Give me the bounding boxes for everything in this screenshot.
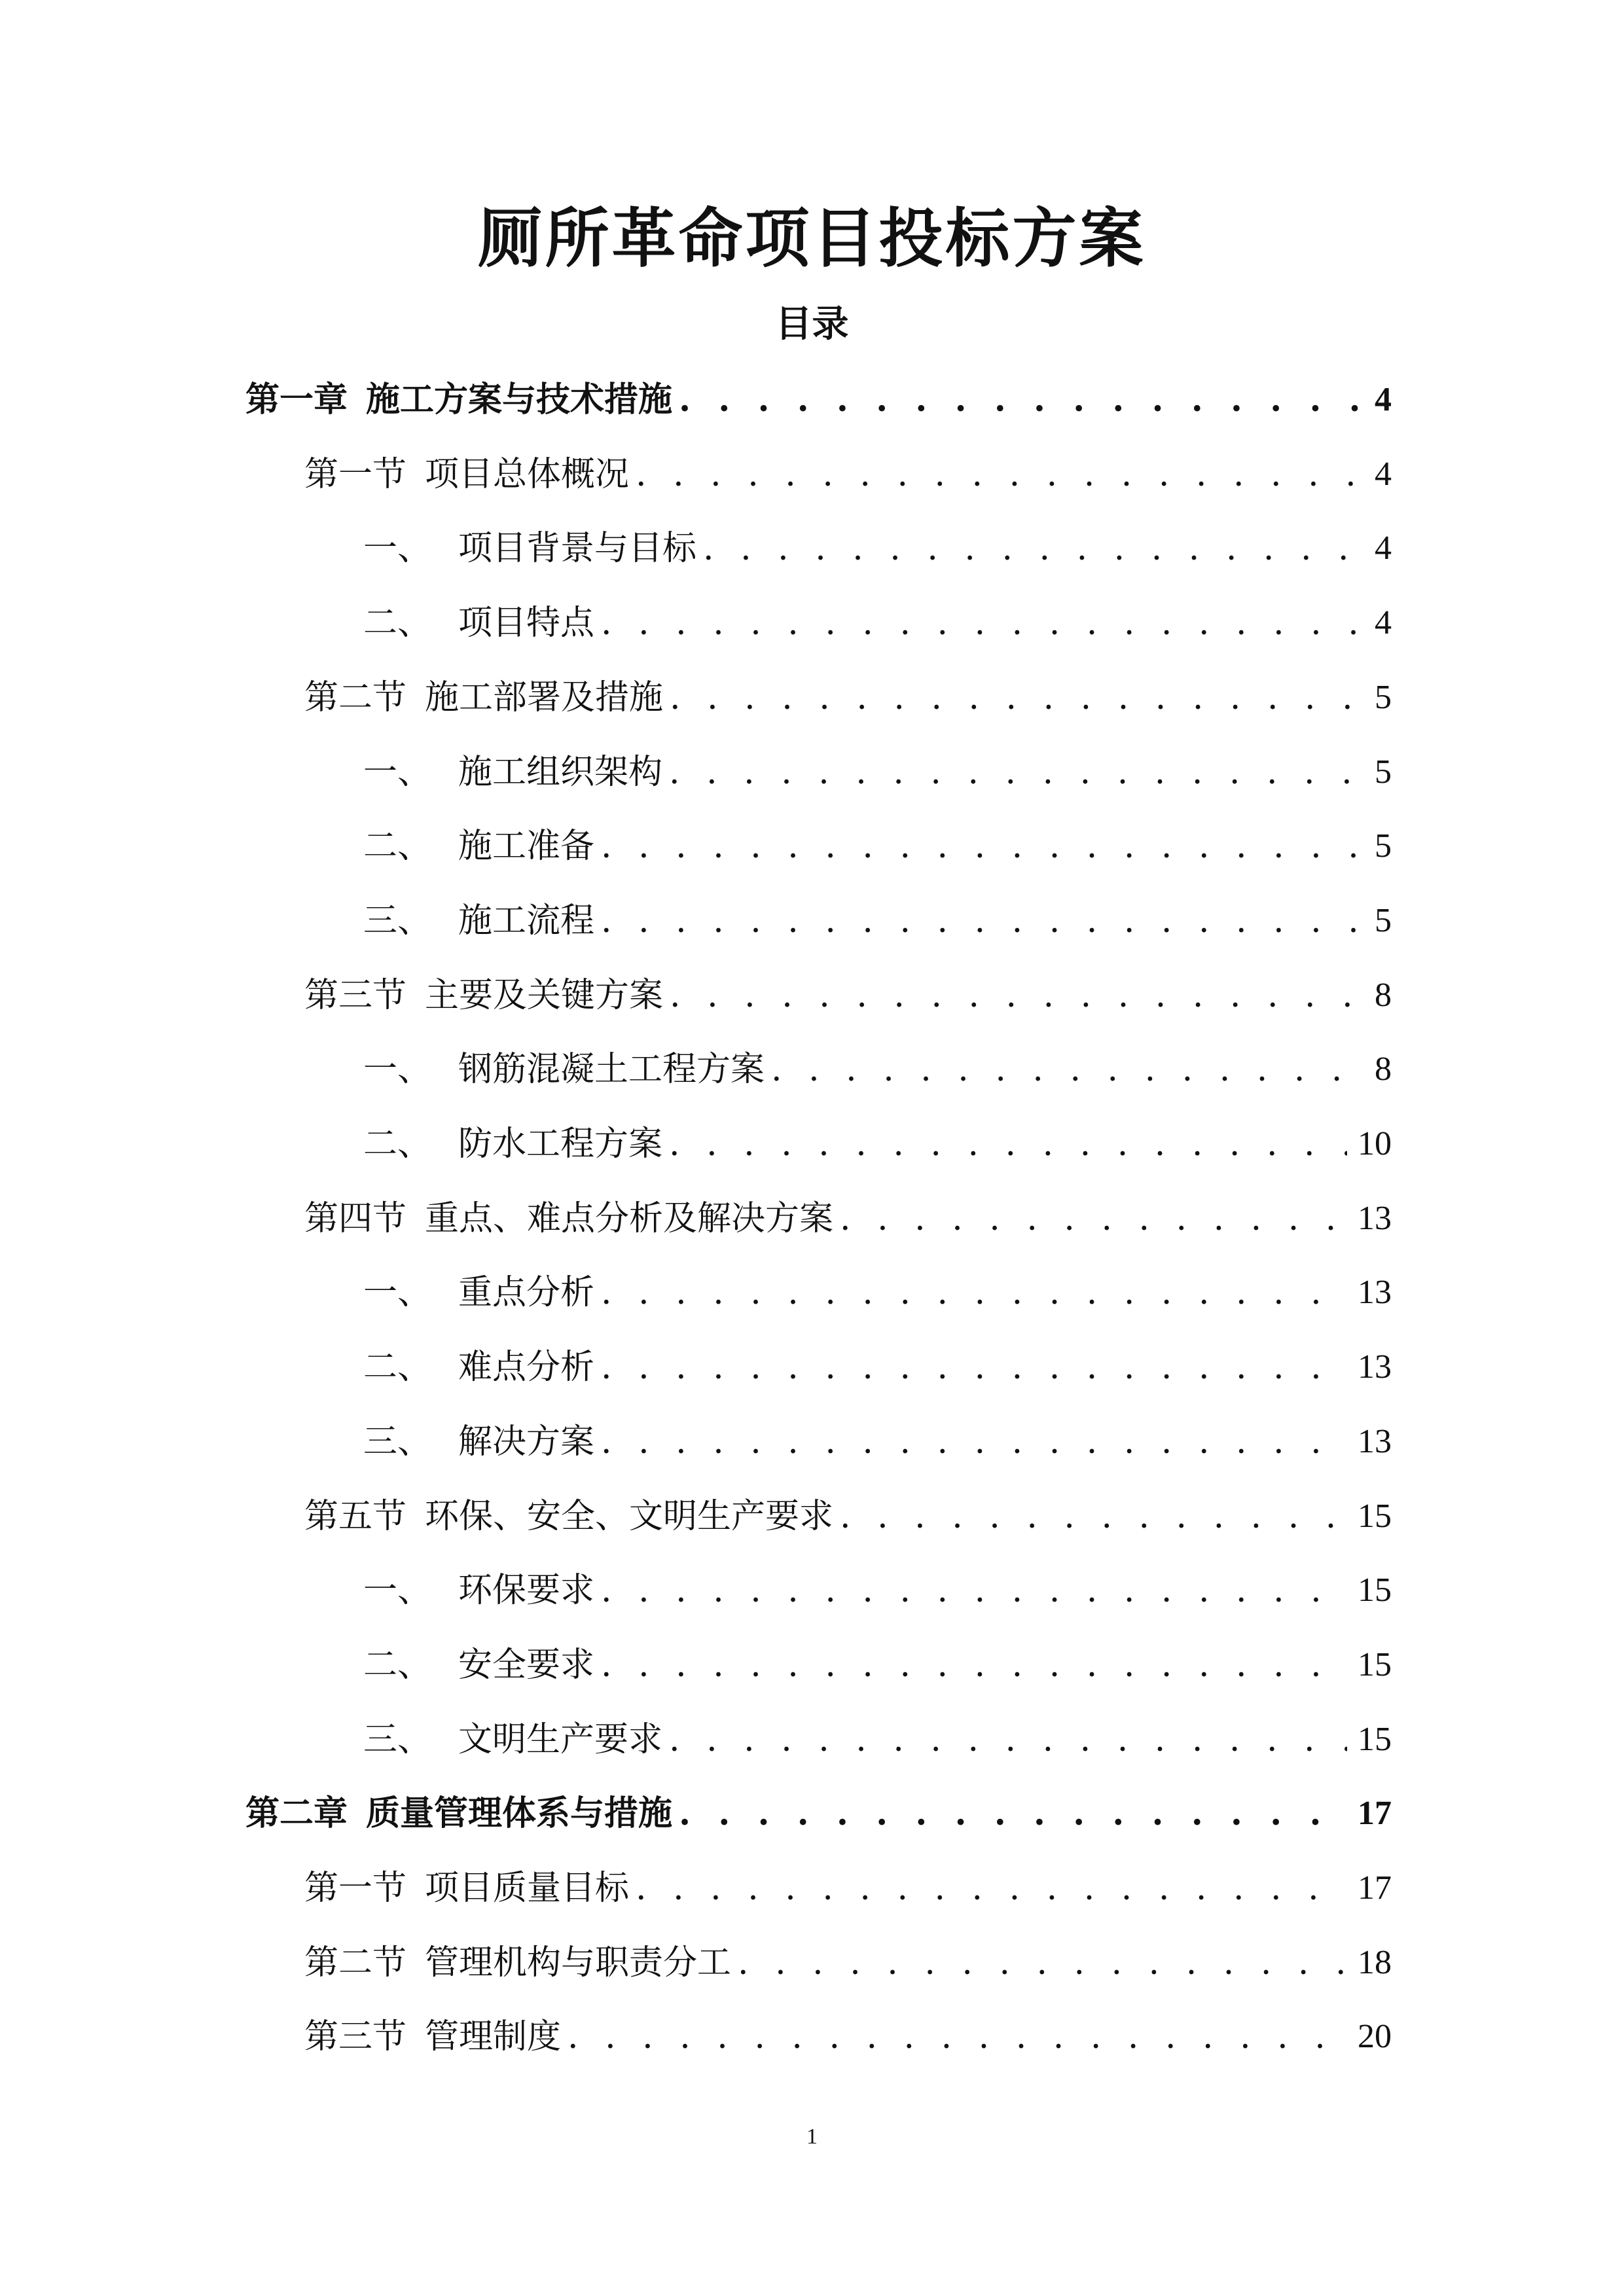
- toc-dot-leader: [601, 590, 1364, 656]
- toc-entry-title: 施工方案与技术措施: [366, 380, 673, 420]
- toc-subsection-entry[interactable]: [363, 1707, 1392, 1772]
- toc-entry-title: 项目质量目标: [425, 1869, 630, 1908]
- toc-section-entry[interactable]: [304, 665, 1392, 730]
- toc-subsection-entry[interactable]: [363, 1632, 1392, 1698]
- toc-entry-number: 二、: [363, 1348, 432, 1387]
- toc-entry-title: 钢筋混凝土工程方案: [458, 1050, 765, 1089]
- toc-chapter-entry[interactable]: [245, 1781, 1392, 1846]
- toc-entry-page: 15: [1358, 1498, 1392, 1535]
- toc-entry-page: 15: [1358, 1646, 1392, 1683]
- toc-section-entry[interactable]: [304, 1484, 1392, 1549]
- toc-entry-title: 施工准备: [458, 827, 595, 866]
- toc-subsection-entry[interactable]: [363, 590, 1392, 656]
- toc-subsection-entry[interactable]: [363, 1037, 1392, 1102]
- toc-dot-leader: [703, 516, 1364, 581]
- toc-entry-page: 13: [1358, 1423, 1392, 1460]
- toc-entry-number: 第二节: [304, 1943, 407, 1982]
- toc-section-entry[interactable]: [304, 2004, 1392, 2070]
- toc-section-entry[interactable]: [304, 442, 1392, 507]
- toc-entry-title: 管理机构与职责分工: [425, 1943, 732, 1982]
- toc-entry-page: 8: [1375, 977, 1392, 1014]
- toc-entry-page: 15: [1358, 1571, 1392, 1609]
- toc-dot-leader: [669, 1707, 1347, 1772]
- toc-entry-number: 二、: [363, 1124, 432, 1164]
- toc-entry-page: 13: [1358, 1348, 1392, 1386]
- toc-entry-number: 第一节: [304, 1869, 407, 1908]
- toc-subsection-entry[interactable]: [363, 1558, 1392, 1623]
- toc-dot-leader: [636, 442, 1364, 507]
- toc-dot-leader: [601, 1260, 1347, 1325]
- toc-entry-page: 13: [1358, 1274, 1392, 1311]
- toc-entry-page: 5: [1375, 679, 1392, 716]
- toc-chapter-entry[interactable]: [245, 367, 1392, 433]
- toc-dot-leader: [670, 963, 1364, 1028]
- toc-entry-number: 第四节: [304, 1199, 407, 1238]
- toc-entry-title: 防水工程方案: [458, 1124, 663, 1164]
- toc-entry-title: 重点分析: [458, 1273, 595, 1312]
- toc-entry-page: 5: [1375, 902, 1392, 939]
- toc-dot-leader: [670, 665, 1364, 730]
- toc-entry-title: 项目背景与目标: [458, 529, 697, 568]
- toc-entry-number: 第三节: [304, 2017, 407, 2056]
- toc-dot-leader: [601, 888, 1364, 954]
- toc-entry-page: 20: [1358, 2018, 1392, 2055]
- toc-subsection-entry[interactable]: [363, 740, 1392, 805]
- toc-entry-title: 主要及关键方案: [425, 976, 664, 1015]
- toc-subsection-entry[interactable]: [363, 814, 1392, 879]
- toc-section-entry[interactable]: [304, 1186, 1392, 1251]
- toc-entry-page: 10: [1358, 1125, 1392, 1162]
- toc-entry-page: 4: [1375, 456, 1392, 493]
- toc-entry-number: 第一节: [304, 455, 407, 494]
- toc-subsection-entry[interactable]: [363, 1260, 1392, 1325]
- toc-entry-page: 17: [1358, 1795, 1392, 1832]
- toc-subsection-entry[interactable]: [363, 888, 1392, 954]
- toc-dot-leader: [601, 814, 1364, 879]
- page-number: 1: [806, 2125, 818, 2149]
- toc-dot-leader: [679, 367, 1364, 433]
- toc-entry-number: 第二节: [304, 678, 407, 717]
- toc-entry-title: 项目总体概况: [425, 455, 630, 494]
- toc-entry-number: 三、: [363, 901, 432, 941]
- toc-section-entry[interactable]: [304, 963, 1392, 1028]
- toc-entry-number: 第三节: [304, 976, 407, 1015]
- toc-dot-leader: [679, 1781, 1347, 1846]
- toc-section-entry[interactable]: [304, 1930, 1392, 1996]
- toc-subsection-entry[interactable]: [363, 1335, 1392, 1400]
- document-title: 厕所革命项目投标方案: [478, 201, 1146, 276]
- toc-entry-number: 三、: [363, 1720, 432, 1759]
- toc-subsection-entry[interactable]: [363, 516, 1392, 581]
- toc-dot-leader: [601, 1632, 1347, 1698]
- toc-heading: 目录: [775, 302, 849, 346]
- toc-entry-number: 第二章: [245, 1793, 348, 1833]
- toc-entry-number: 二、: [363, 603, 432, 643]
- toc-entry-title: 施工流程: [458, 901, 595, 941]
- toc-entry-title: 文明生产要求: [458, 1720, 663, 1759]
- toc-dot-leader: [840, 1186, 1347, 1251]
- toc-entry-number: 一、: [363, 753, 432, 792]
- toc-entry-title: 施工部署及措施: [425, 678, 664, 717]
- toc-dot-leader: [601, 1335, 1347, 1400]
- toc-entry-title: 重点、难点分析及解决方案: [425, 1199, 834, 1238]
- toc-subsection-entry[interactable]: [363, 1409, 1392, 1475]
- toc-entry-title: 环保、安全、文明生产要求: [425, 1497, 834, 1536]
- toc-entry-title: 管理制度: [425, 2017, 562, 2056]
- toc-dot-leader: [669, 1111, 1347, 1177]
- toc-entry-number: 一、: [363, 529, 432, 568]
- toc-entry-page: 17: [1358, 1869, 1392, 1907]
- toc-section-entry[interactable]: [304, 1856, 1392, 1921]
- toc-dot-leader: [738, 1930, 1347, 1996]
- toc-entry-page: 4: [1375, 604, 1392, 641]
- toc-entry-title: 项目特点: [458, 603, 595, 643]
- toc-entry-page: 5: [1375, 753, 1392, 791]
- toc-entry-title: 难点分析: [458, 1348, 595, 1387]
- toc-dot-leader: [601, 1409, 1347, 1475]
- toc-entry-page: 13: [1358, 1200, 1392, 1237]
- toc-entry-number: 一、: [363, 1050, 432, 1089]
- toc-dot-leader: [669, 740, 1364, 805]
- toc-entry-page: 8: [1375, 1050, 1392, 1088]
- toc-entry-number: 一、: [363, 1273, 432, 1312]
- toc-entry-page: 4: [1375, 529, 1392, 567]
- toc-entry-page: 18: [1358, 1944, 1392, 1981]
- toc-entry-page: 4: [1375, 381, 1392, 418]
- toc-dot-leader: [771, 1037, 1364, 1102]
- toc-entry-title: 解决方案: [458, 1422, 595, 1462]
- toc-subsection-entry[interactable]: [363, 1111, 1392, 1177]
- toc-entry-title: 安全要求: [458, 1645, 595, 1685]
- toc-dot-leader: [601, 1558, 1347, 1623]
- toc-entry-number: 三、: [363, 1422, 432, 1462]
- toc-entry-page: 15: [1358, 1721, 1392, 1758]
- toc-dot-leader: [636, 1856, 1347, 1921]
- toc-dot-leader: [840, 1484, 1347, 1549]
- toc-entry-number: 二、: [363, 1645, 432, 1685]
- toc-entry-title: 施工组织架构: [458, 753, 663, 792]
- toc-entry-title: 质量管理体系与措施: [366, 1793, 673, 1833]
- toc-entry-page: 5: [1375, 827, 1392, 865]
- toc-entry-title: 环保要求: [458, 1571, 595, 1610]
- toc-entry-number: 二、: [363, 827, 432, 866]
- toc-entry-number: 第五节: [304, 1497, 407, 1536]
- toc-entry-number: 第一章: [245, 380, 348, 420]
- toc-dot-leader: [568, 2004, 1347, 2070]
- toc-entry-number: 一、: [363, 1571, 432, 1610]
